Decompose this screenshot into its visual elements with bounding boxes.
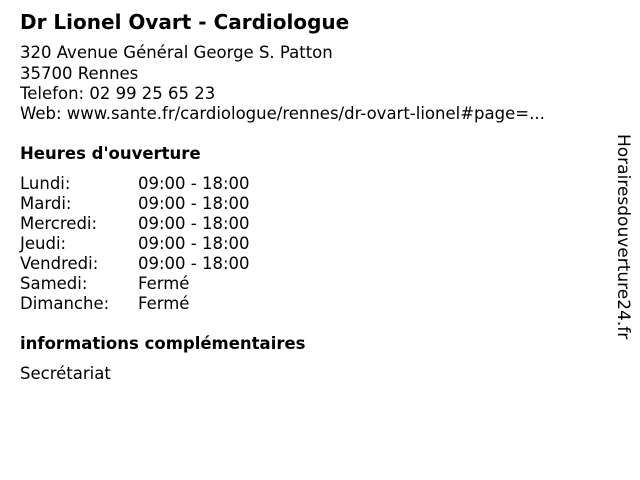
hours-row-tuesday (20, 194, 320, 214)
time-value: 09:00 - 18:00 (138, 214, 250, 233)
day-label: Samedi: (20, 274, 88, 293)
time-value: 09:00 - 18:00 (138, 194, 250, 213)
day-label: Jeudi: (20, 234, 67, 253)
hours-row-friday (20, 254, 320, 274)
day-label: Mercredi: (20, 214, 98, 233)
address-street: 320 Avenue Général George S. Patton (20, 43, 333, 62)
day-label: Dimanche: (20, 294, 110, 313)
day-label: Mardi: (20, 194, 72, 213)
time-value: Fermé (138, 294, 190, 313)
page-title: Dr Lionel Ovart - Cardiologue (20, 10, 350, 34)
additional-info-heading: informations complémentaires (20, 334, 306, 353)
hours-row-sunday (20, 294, 320, 314)
address-city: 35700 Rennes (20, 64, 139, 83)
day-label: Lundi: (20, 174, 71, 193)
time-value: 09:00 - 18:00 (138, 174, 250, 193)
time-value: 09:00 - 18:00 (138, 254, 250, 273)
site-watermark: Horairesdouverture24.fr (613, 134, 633, 340)
time-value: 09:00 - 18:00 (138, 234, 250, 253)
hours-row-saturday (20, 274, 320, 294)
additional-info-text: Secrétariat (20, 364, 111, 383)
hours-row-thursday (20, 234, 320, 254)
day-label: Vendredi: (20, 254, 99, 273)
time-value: Fermé (138, 274, 190, 293)
website-link[interactable]: Web: www.sante.fr/cardiologue/rennes/dr-ovart-lionel#page=... (20, 104, 545, 123)
opening-hours-heading: Heures d'ouverture (20, 144, 201, 163)
phone-number: Telefon: 02 99 25 65 23 (20, 84, 216, 103)
hours-row-wednesday (20, 214, 320, 234)
hours-row-monday (20, 174, 320, 194)
